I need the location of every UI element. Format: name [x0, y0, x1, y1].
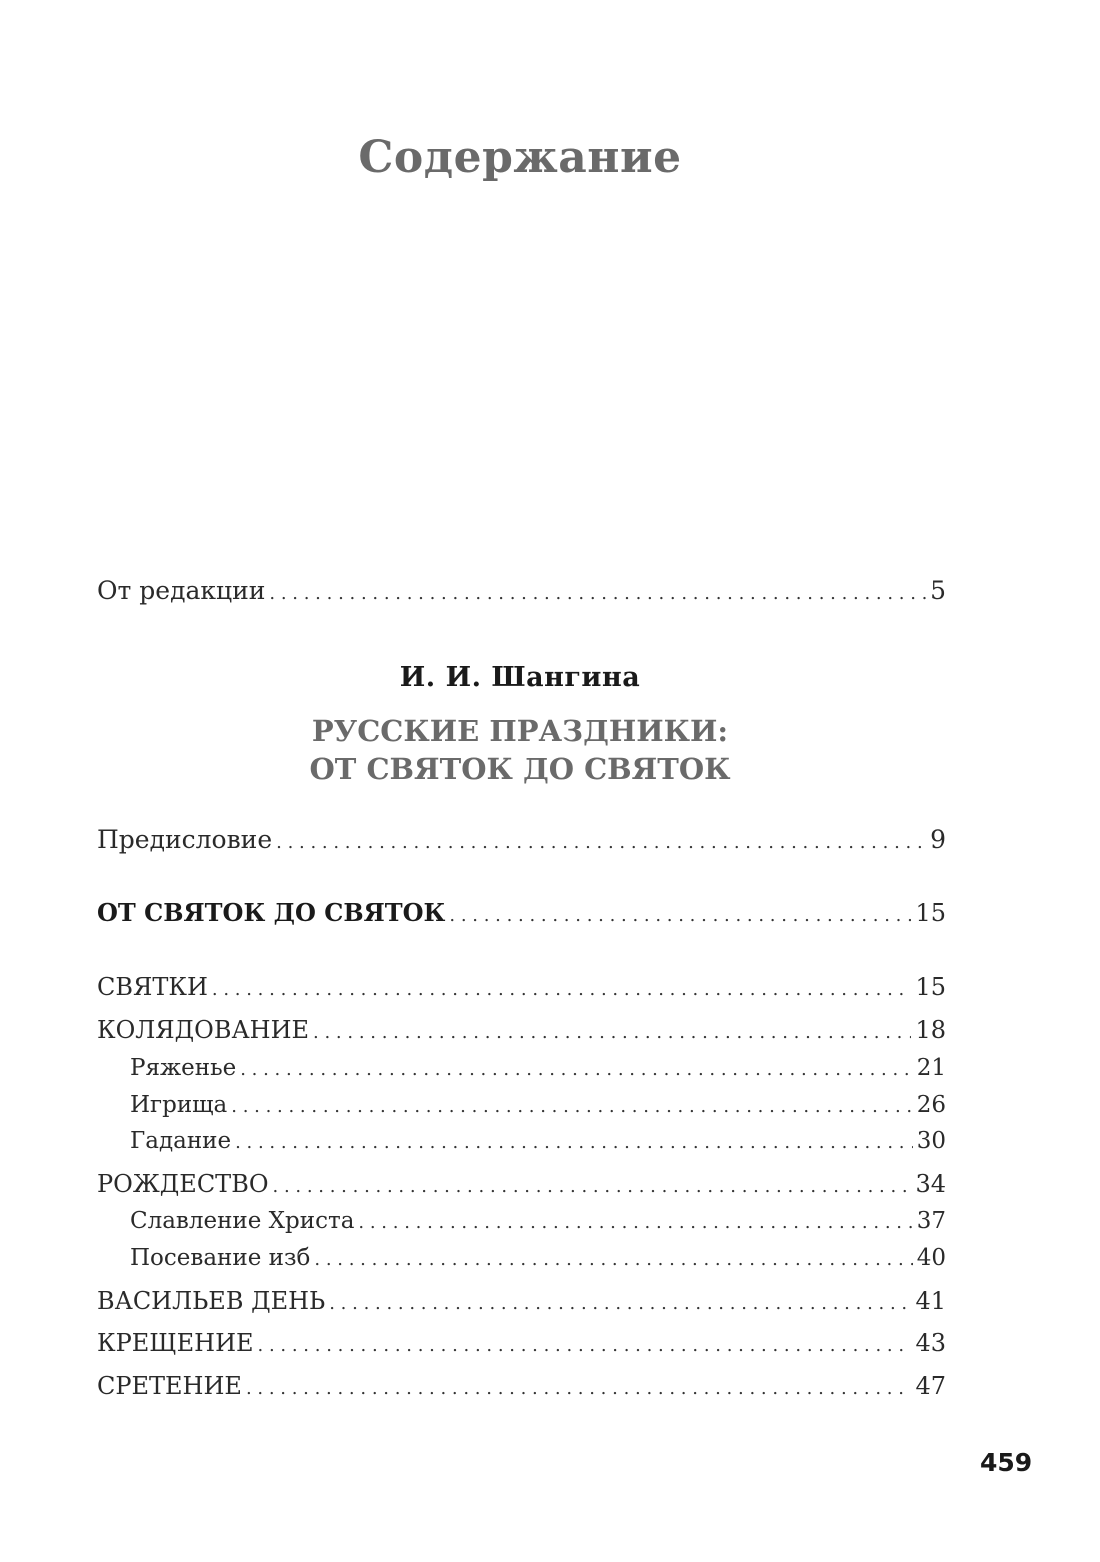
toc-entry-label: ВАСИЛЬЕВ ДЕНЬ: [97, 1287, 326, 1315]
toc-entry-page: 37: [916, 1208, 946, 1234]
page-number: 459: [980, 1448, 1033, 1477]
toc-entry-label: КРЕЩЕНИЕ: [97, 1329, 254, 1357]
toc-entry-page: 15: [915, 899, 946, 927]
toc-entry-label: Гадание: [130, 1128, 232, 1154]
dot-leader: [212, 975, 912, 1005]
toc-entry-label: Игрища: [130, 1092, 228, 1118]
dot-leader: [313, 1018, 911, 1048]
dot-leader: [314, 1245, 912, 1275]
toc-entry-page: 30: [916, 1128, 946, 1154]
toc-entry-page: 21: [916, 1055, 946, 1081]
toc-entry-page: 9: [930, 825, 946, 854]
dot-leader: [231, 1092, 912, 1122]
toc-entry[interactable]: [97, 972, 946, 1005]
toc-entry-label: Посевание изб: [130, 1245, 311, 1271]
toc-entry-label: ОТ СВЯТОК ДО СВЯТОК: [97, 898, 446, 927]
dot-leader: [258, 1331, 912, 1361]
toc-entry-page: 34: [915, 1170, 946, 1198]
toc-entry-label: СРЕТЕНИЕ: [97, 1372, 242, 1400]
toc-entry[interactable]: [97, 1286, 946, 1319]
toc-entry[interactable]: [97, 1169, 946, 1202]
dot-leader: [276, 828, 926, 858]
dot-leader: [269, 579, 926, 609]
toc-entry-label: От редакции: [97, 576, 266, 605]
toc-entry-page: 41: [915, 1287, 946, 1315]
dot-leader: [449, 901, 911, 931]
dot-leader: [235, 1128, 913, 1158]
toc-subentry[interactable]: [130, 1206, 946, 1238]
book-title-line-2: ОТ СВЯТОК ДО СВЯТОК: [309, 752, 731, 786]
toc-entry-page: 18: [915, 1016, 946, 1044]
toc-entry[interactable]: [97, 1371, 946, 1404]
toc-entry-label: Ряженье: [130, 1055, 237, 1081]
dot-leader: [329, 1289, 911, 1319]
author-name: И. И. Шангина: [399, 662, 641, 693]
dot-leader: [273, 1172, 912, 1202]
book-title-line-1: РУССКИЕ ПРАЗДНИКИ:: [311, 714, 729, 748]
toc-entry-label: КОЛЯДОВАНИЕ: [97, 1016, 310, 1044]
toc-entry-page: 40: [916, 1245, 946, 1271]
toc-entry-preface[interactable]: [97, 825, 946, 858]
toc-entry-page: 5: [930, 576, 946, 605]
toc-entry-page: 47: [915, 1372, 946, 1400]
toc-entry[interactable]: [97, 1015, 946, 1048]
toc-entry-label: Предисловие: [97, 825, 273, 854]
toc-entry-page: 43: [915, 1329, 946, 1357]
dot-leader: [246, 1374, 912, 1404]
page-title: Содержание: [358, 132, 682, 183]
toc-entry-label: РОЖДЕСТВО: [97, 1170, 269, 1198]
toc-entry-label: СВЯТКИ: [97, 973, 208, 1001]
toc-entry-editorial[interactable]: [97, 576, 946, 609]
toc-entry-section[interactable]: [97, 898, 946, 931]
toc-entry-page: 26: [916, 1092, 946, 1118]
book-title: [0, 712, 1040, 788]
toc-entry-label: Славление Христа: [130, 1208, 355, 1234]
dot-leader: [240, 1055, 913, 1085]
toc-subentry[interactable]: [130, 1090, 946, 1122]
toc-subentry[interactable]: [130, 1126, 946, 1158]
toc-subentry[interactable]: [130, 1243, 946, 1275]
toc-subentry[interactable]: [130, 1053, 946, 1085]
toc-entry[interactable]: [97, 1328, 946, 1361]
dot-leader: [358, 1208, 912, 1238]
toc-entry-page: 15: [915, 973, 946, 1001]
